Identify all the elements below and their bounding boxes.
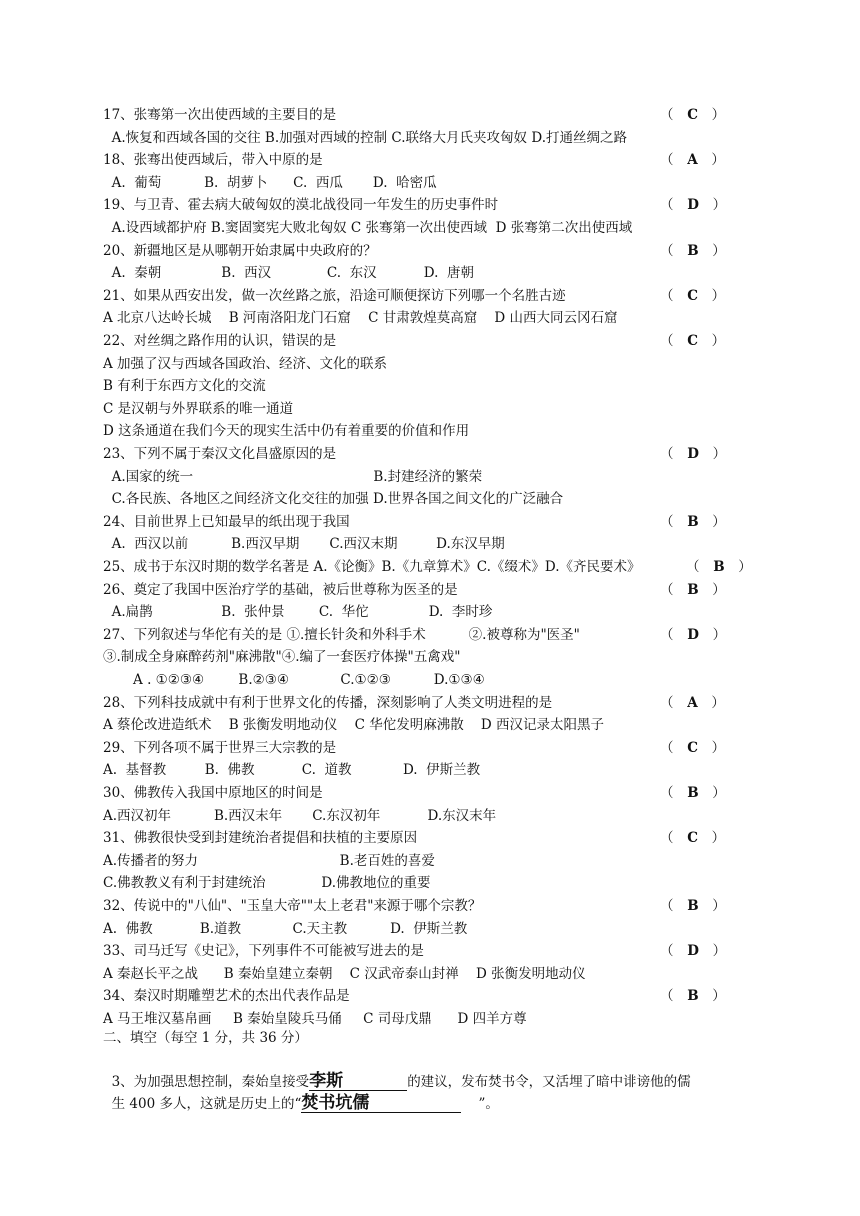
answer-letter: C bbox=[677, 287, 708, 304]
answer-letter: C bbox=[677, 333, 708, 349]
answer-bracket bbox=[660, 512, 726, 532]
right-paren: ） bbox=[708, 626, 727, 643]
left-paren: （ bbox=[660, 107, 678, 123]
question-options: A.西汉初年 B.西汉末年 C.东汉初年 D.东汉末年 bbox=[103, 807, 497, 824]
fill-text: ”。 bbox=[478, 1096, 499, 1112]
fill-text: 的建议，发布焚书令，又活埋了暗中诽谤他的儒 bbox=[407, 1074, 691, 1090]
right-paren: ） bbox=[734, 559, 752, 575]
left-paren: （ bbox=[660, 739, 678, 756]
right-paren: ） bbox=[708, 242, 726, 259]
left-paren: （ bbox=[660, 581, 678, 598]
right-paren: ） bbox=[708, 943, 727, 960]
answer-letter: B bbox=[677, 898, 709, 914]
question-options: A.恢复和西域各国的交往 B.加强对西域的控制 C.联络大月氏夹攻匈奴 D.打通丝绸之路 bbox=[103, 129, 627, 146]
answer-letter: A bbox=[677, 694, 708, 711]
right-paren: ） bbox=[708, 513, 726, 530]
fill-blank-1[interactable]: 李斯 bbox=[309, 1072, 407, 1091]
fill-text: 3、为加强思想控制，秦始皇接受 bbox=[111, 1074, 310, 1090]
answer-bracket bbox=[660, 986, 726, 1006]
left-paren: （ bbox=[660, 898, 678, 914]
answer-bracket bbox=[660, 783, 726, 803]
answer-letter: B bbox=[677, 513, 709, 530]
answer-letter: B bbox=[677, 242, 709, 259]
question-stem: 18、张骞出使西域后，带入中原的是 bbox=[103, 152, 323, 169]
left-paren: （ bbox=[660, 197, 678, 214]
question-options: C.佛教教义有利于封建统治 D.佛教地位的重要 bbox=[103, 875, 431, 892]
left-paren: （ bbox=[660, 446, 678, 462]
question-options: C.各民族、各地区之间经济文化交往的加强 D.世界各国之间文化的广泛融合 bbox=[103, 491, 564, 508]
answer-bracket bbox=[660, 738, 725, 758]
question-stem: 27、下列叙述与华佗有关的是 ①.擅长针灸和外科手术 ②.被尊称为"医圣" bbox=[103, 626, 580, 643]
answer-bracket bbox=[660, 150, 725, 170]
left-paren: （ bbox=[660, 242, 678, 259]
right-paren: ） bbox=[707, 830, 726, 847]
question-stem: 17、张骞第一次出使西域的主要目的是 bbox=[103, 107, 337, 123]
answer-bracket bbox=[660, 896, 726, 916]
answer-letter: D bbox=[677, 197, 709, 214]
answer-letter: A bbox=[677, 152, 708, 169]
right-paren: ） bbox=[708, 446, 727, 462]
left-paren: （ bbox=[660, 333, 678, 349]
left-paren: （ bbox=[660, 513, 678, 530]
answer-letter: D bbox=[677, 943, 709, 960]
answer-letter: B bbox=[677, 988, 709, 1005]
question-options: D 这条通道在我们今天的现实生活中仍有着重要的价值和作用 bbox=[103, 423, 470, 440]
left-paren: （ bbox=[660, 626, 678, 643]
question-options: C 是汉朝与外界联系的唯一通道 bbox=[103, 400, 294, 417]
answer-letter: D bbox=[677, 446, 709, 462]
question-stem: 22、对丝绸之路作用的认识，错误的是 bbox=[103, 333, 337, 349]
right-paren: ） bbox=[708, 197, 727, 214]
question-options: A.设西域都护府 B.窦固窦宪大败北匈奴 C 张骞第一次出使西域 D 张骞第二次出使西域 bbox=[103, 220, 633, 236]
question-options: A 马王堆汉墓帛画 B 秦始皇陵兵马俑 C 司母戊鼎 D 四羊方尊 bbox=[103, 1011, 527, 1027]
left-paren: （ bbox=[660, 287, 678, 304]
question-stem: 30、佛教传入我国中原地区的时间是 bbox=[103, 785, 323, 801]
right-paren: ） bbox=[708, 581, 726, 598]
question-options: A. 佛教 B.道教 C.天主教 D. 伊斯兰教 bbox=[103, 920, 468, 937]
answer-bracket bbox=[660, 286, 725, 306]
question-options: A 蔡伦改进造纸术 B 张衡发明地动仪 C 华佗发明麻沸散 D 西汉记录太阳黑子 bbox=[103, 717, 604, 734]
question-options: A . ①②③④ B.②③④ C.①②③ D.①③④ bbox=[103, 672, 485, 688]
question-options: A. 西汉以前 B.西汉早期 C.西汉末期 D.东汉早期 bbox=[103, 536, 505, 553]
left-paren: （ bbox=[660, 830, 678, 847]
question-options: A.国家的统一 B.封建经济的繁荣 bbox=[103, 468, 483, 485]
question-stem: 28、下列科技成就中有利于世界文化的传播，深刻影响了人类文明进程的是 bbox=[103, 694, 553, 711]
answer-letter: B bbox=[677, 581, 709, 598]
answer-bracket bbox=[660, 241, 726, 261]
fill-text bbox=[461, 1096, 478, 1112]
answer-bracket bbox=[686, 557, 752, 577]
question-options: A 秦赵长平之战 B 秦始皇建立秦朝 C 汉武帝泰山封禅 D 张衡发明地动仪 bbox=[103, 965, 586, 982]
answer-letter: B bbox=[703, 559, 735, 575]
answer-bracket bbox=[660, 105, 725, 125]
question-options: B 有利于东西方文化的交流 bbox=[103, 378, 266, 395]
answer-bracket bbox=[660, 693, 725, 713]
answer-bracket bbox=[660, 195, 726, 215]
question-options: ③.制成全身麻醉药剂"麻沸散"④.编了一套医疗体操"五禽戏" bbox=[103, 649, 461, 666]
fill-question-3-line2 bbox=[103, 1074, 499, 1113]
fill-blank-2[interactable]: 焚书坑儒 bbox=[301, 1094, 461, 1113]
answer-bracket bbox=[660, 828, 725, 848]
question-stem: 21、如果从西安出发，做一次丝路之旅，沿途可顺便探访下列哪一个名胜古迹 bbox=[103, 287, 566, 304]
question-options: A. 基督教 B. 佛教 C. 道教 D. 伊斯兰教 bbox=[103, 762, 481, 779]
question-stem: 20、新疆地区是从哪朝开始隶属中央政府的？ bbox=[103, 242, 377, 259]
question-options: A 加强了汉与西域各国政治、经济、文化的联系 bbox=[103, 355, 388, 372]
question-stem: 24、目前世界上已知最早的纸出现于我国 bbox=[103, 513, 350, 530]
answer-letter: C bbox=[677, 107, 708, 123]
answer-bracket bbox=[660, 580, 726, 600]
answer-bracket bbox=[660, 331, 725, 351]
right-paren: ） bbox=[708, 988, 726, 1005]
answer-bracket bbox=[660, 625, 726, 645]
question-stem: 31、佛教很快受到封建统治者提倡和扶植的主要原因 bbox=[103, 830, 418, 847]
right-paren: ） bbox=[707, 107, 726, 123]
section-heading: 二、填空（每空 1 分，共 36 分） bbox=[103, 1030, 308, 1046]
question-stem: 23、下列不属于秦汉文化昌盛原因的是 bbox=[103, 446, 337, 462]
answer-letter: C bbox=[677, 830, 708, 847]
right-paren: ） bbox=[707, 333, 726, 349]
question-stem: 29、下列各项不属于世界三大宗教的是 bbox=[103, 739, 337, 756]
right-paren: ） bbox=[708, 898, 726, 914]
question-stem: 19、与卫青、霍去病大破匈奴的漠北战役同一年发生的历史事件时 bbox=[103, 197, 499, 214]
question-stem: 33、司马迁写《史记》，下列事件不可能被写进去的是 bbox=[103, 943, 424, 960]
answer-bracket bbox=[660, 941, 726, 961]
answer-bracket bbox=[660, 444, 726, 464]
question-stem: 34、秦汉时期雕塑艺术的杰出代表作品是 bbox=[103, 988, 350, 1005]
question-options: A. 秦朝 B. 西汉 C. 东汉 D. 唐朝 bbox=[103, 265, 475, 282]
question-options: A. 葡萄 B. 胡萝卜 C. 西瓜 D. 哈密瓜 bbox=[103, 174, 437, 191]
left-paren: （ bbox=[660, 152, 678, 169]
left-paren: （ bbox=[660, 694, 678, 711]
right-paren: ） bbox=[708, 785, 726, 801]
question-options: A.扁鹊 B. 张仲景 C. 华佗 D. 李时珍 bbox=[103, 604, 493, 621]
question-options: A.传播者的努力 B.老百姓的喜爱 bbox=[103, 852, 435, 869]
question-options: A 北京八达岭长城 B 河南洛阳龙门石窟 C 甘肃敦煌莫高窟 D 山西大同云冈石窟 bbox=[103, 310, 618, 327]
question-stem: 32、传说中的"八仙"、"玉皇大帝""太上老君"来源于哪个宗教？ bbox=[103, 898, 482, 914]
question-stem: 26、奠定了我国中医治疗学的基础，被后世尊称为医圣的是 bbox=[103, 581, 458, 598]
right-paren: ） bbox=[707, 739, 726, 756]
fill-question-3-line1 bbox=[103, 1052, 691, 1091]
left-paren: （ bbox=[660, 988, 678, 1005]
answer-letter: B bbox=[677, 785, 709, 801]
right-paren: ） bbox=[707, 287, 726, 304]
left-paren: （ bbox=[660, 943, 678, 960]
left-paren: （ bbox=[686, 559, 704, 575]
right-paren: ） bbox=[707, 694, 725, 711]
right-paren: ） bbox=[707, 152, 725, 169]
answer-letter: C bbox=[677, 739, 708, 756]
left-paren: （ bbox=[660, 785, 678, 801]
fill-text: 生 400 多人，这就是历史上的“ bbox=[111, 1096, 302, 1112]
question-stem: 25、成书于东汉时期的数学名著是 A.《论衡》B.《九章算术》C.《缀术》D.《齐民要术》 bbox=[103, 559, 641, 575]
answer-letter: D bbox=[677, 626, 709, 643]
